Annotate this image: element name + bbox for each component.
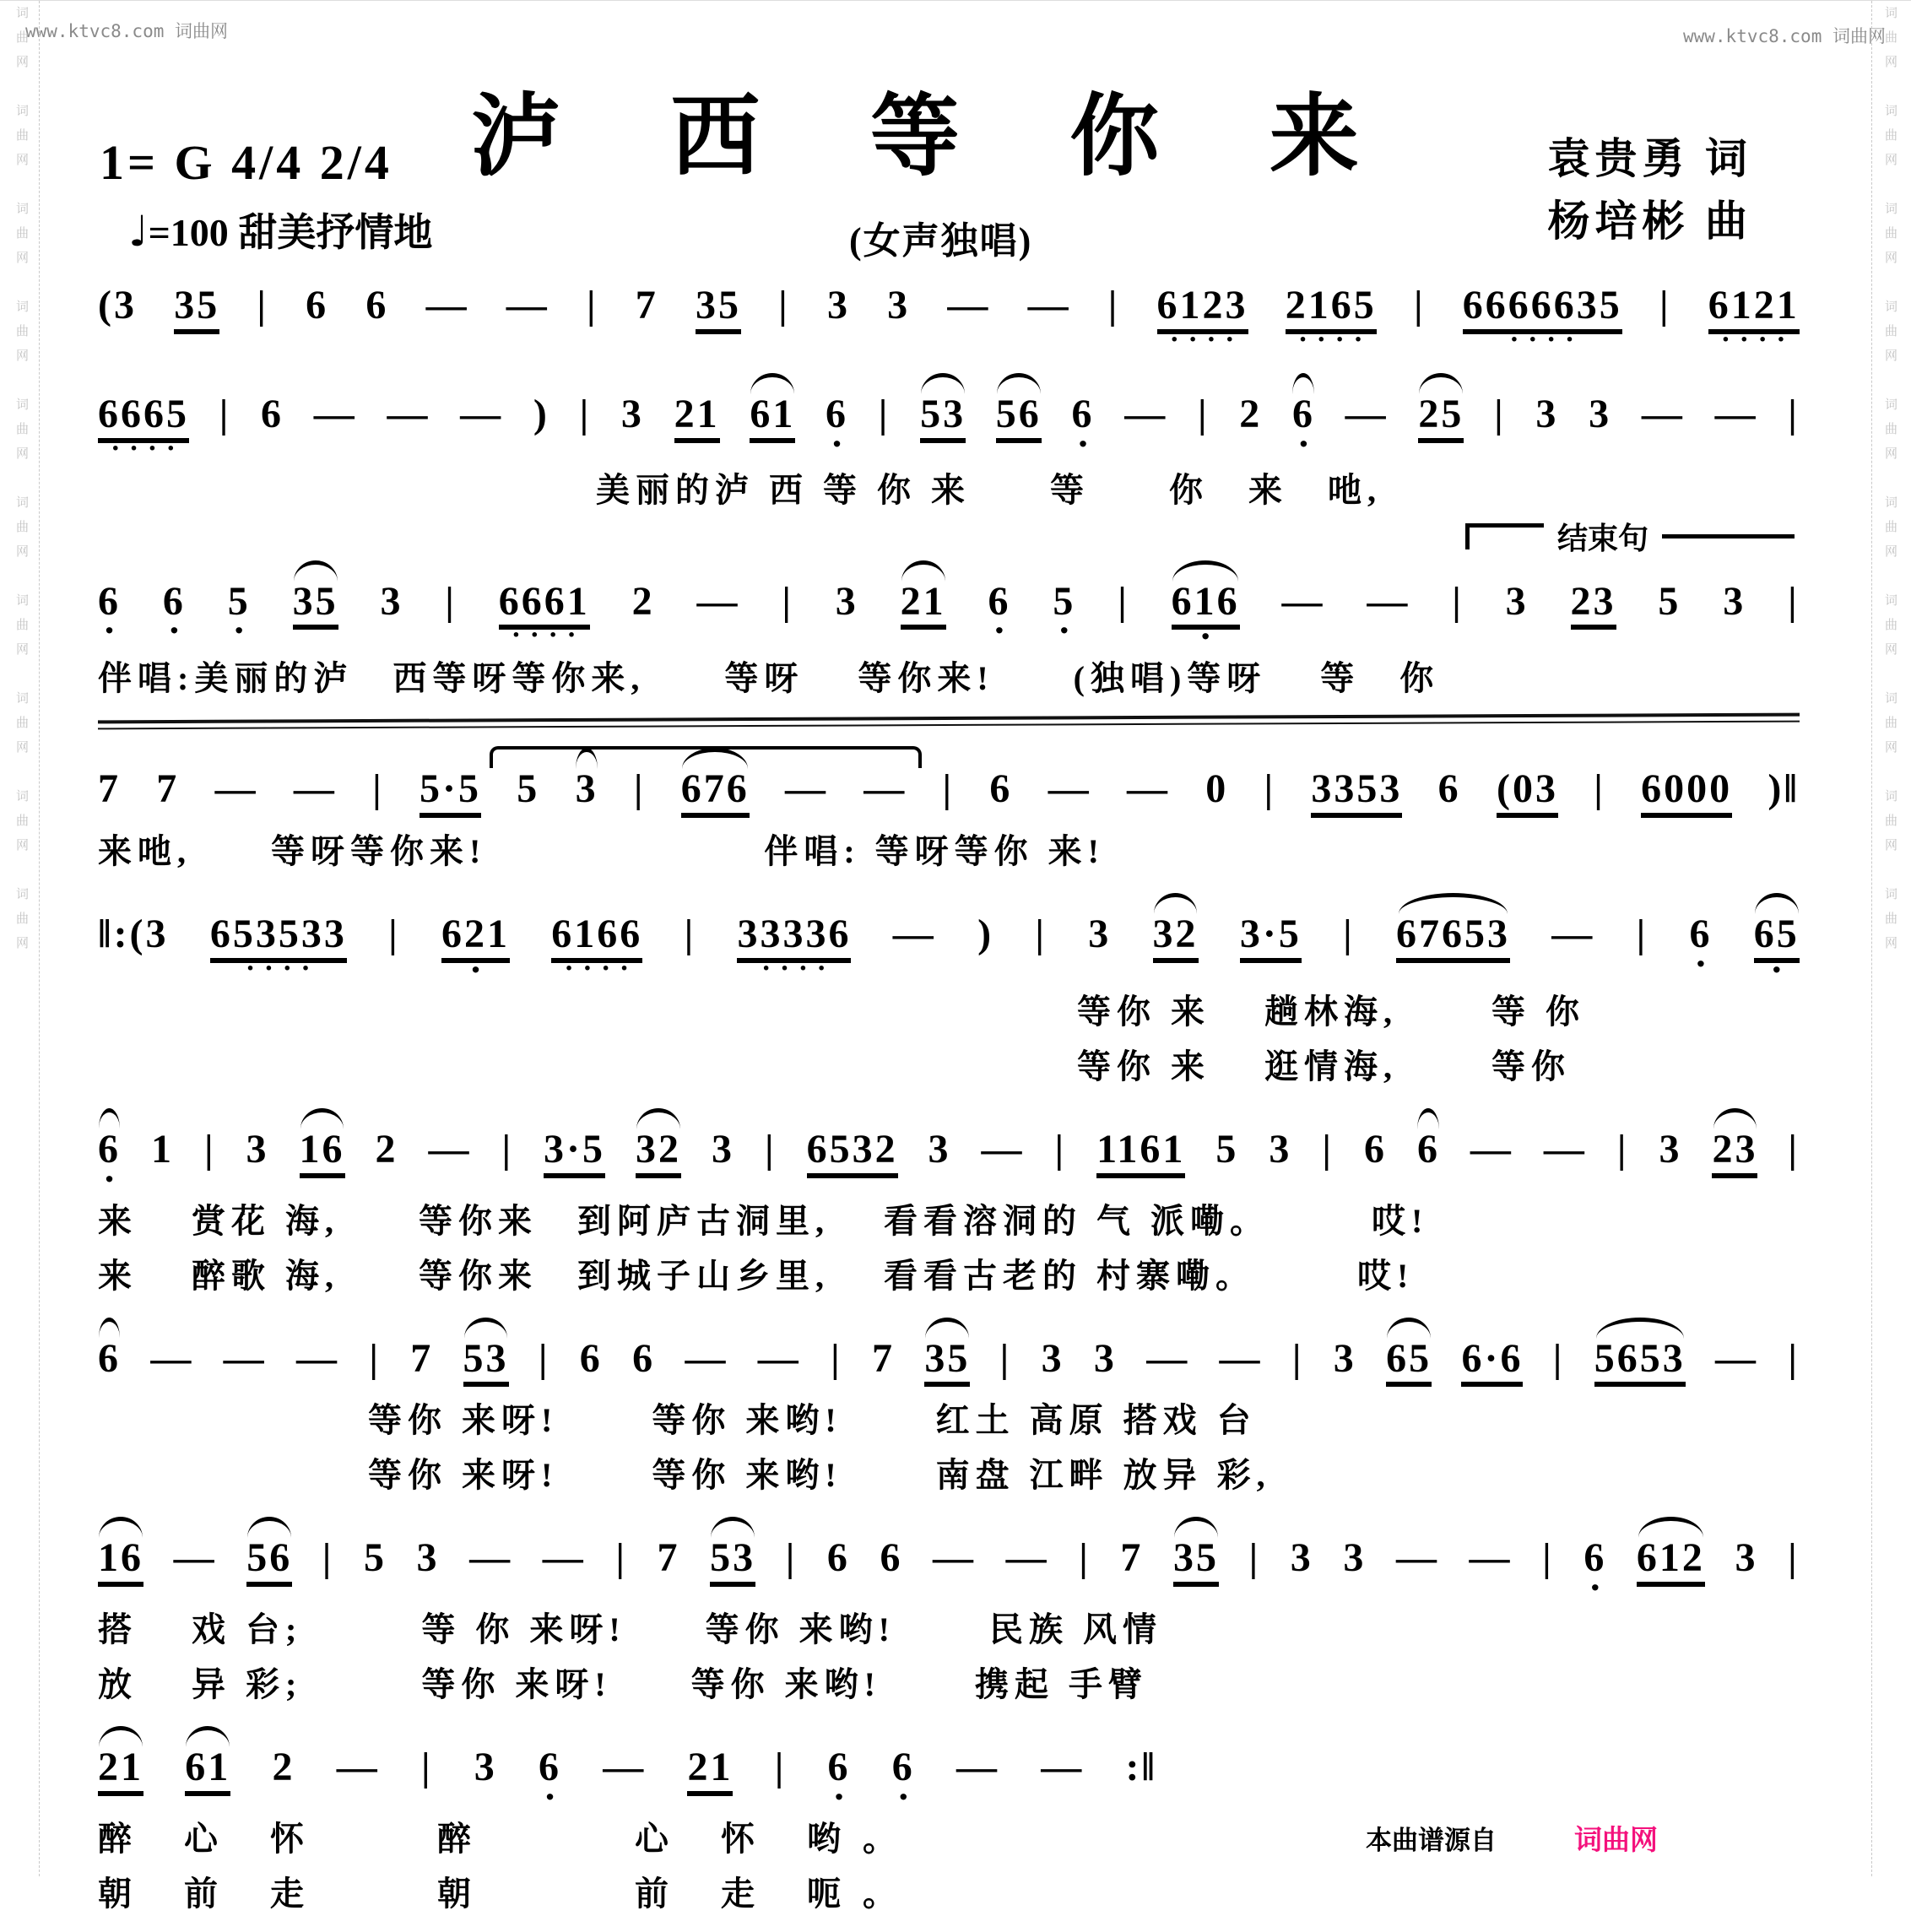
note-cell: — — [1345, 391, 1389, 436]
composer-credit: 杨培彬 曲 — [1547, 198, 1752, 245]
note-cell: | — [1248, 1535, 1261, 1581]
note-cell: — — [1124, 391, 1168, 436]
footer-source-text: 本曲谱源自 — [1366, 1826, 1497, 1855]
system-1 — [98, 261, 1800, 348]
note-cell: — — [1367, 578, 1410, 624]
note-cell: | — [420, 1745, 433, 1789]
note-cell: 6665 · · · · — [98, 392, 189, 457]
note-cell: 3 — [1093, 1335, 1117, 1381]
note-cell: — — [173, 1535, 217, 1581]
note-cell: | — [1322, 1126, 1334, 1172]
note-cell: 6121 · · · · — [1708, 283, 1800, 348]
note-cell: 1 — [150, 1126, 174, 1172]
note-cell: — — [757, 1335, 801, 1381]
ending-phrase-label — [1465, 515, 1795, 558]
note-cell: 53 — [463, 1336, 509, 1388]
system-4 — [98, 744, 1800, 873]
note-cell: — — [1470, 1126, 1513, 1172]
lyric-line: 等你 来 逛情海, 等你 — [1077, 1047, 1571, 1085]
note-cell: — — [1027, 283, 1071, 327]
note-cell: — — [293, 766, 337, 812]
note-cell: )‖ — [1768, 766, 1800, 812]
note-cell: | — [1659, 283, 1671, 327]
note-cell: | — [615, 1535, 627, 1581]
note-cell: — — [313, 391, 357, 436]
note-cell: 3 — [887, 283, 911, 327]
note-cell: 653533 · · · · — [210, 912, 347, 977]
note-cell: | — [1552, 1335, 1565, 1381]
note-cell: | — [1452, 578, 1464, 624]
note-cell: 3 — [826, 283, 850, 327]
note-cell: — — [784, 766, 828, 812]
note-cell: ) — [533, 391, 549, 436]
note-cell: — — [1048, 766, 1091, 812]
note-cell: 3 — [474, 1745, 497, 1789]
note-cell: — — [603, 1745, 647, 1789]
note-cell: 3 — [1535, 391, 1559, 436]
note-cell: 5 — [363, 1535, 387, 1581]
ending-phrase-text: 结束句 — [1557, 521, 1649, 555]
lyric-line: 放 异 彩; 等你 来呀! 等你 来哟! 携起 手臂 — [98, 1665, 1148, 1703]
note-cell: 21 — [901, 579, 946, 630]
note-cell: | — [1788, 391, 1800, 436]
note-cell: 35 — [696, 283, 741, 334]
lyric-line: 等你 来 趟林海, 等 你 — [1077, 992, 1585, 1031]
note-cell: | — [765, 1126, 777, 1172]
note-cell: 6 — [1416, 1126, 1440, 1172]
notation-line-2 — [98, 370, 1800, 457]
note-cell: — — [1005, 1535, 1049, 1581]
footer — [1366, 1818, 1658, 1858]
note-cell: | — [1264, 766, 1276, 812]
system-3 — [98, 521, 1800, 701]
note-cell: — — [696, 578, 740, 624]
note-cell: — — [425, 283, 469, 327]
note-cell: 6 — [1437, 766, 1461, 812]
note-cell: 6 — [880, 1535, 903, 1581]
note-cell: — — [956, 1745, 999, 1789]
note-cell: — — [685, 1335, 728, 1381]
note-cell: — — [1551, 912, 1595, 956]
note-cell: | — [372, 766, 384, 812]
note-cell: — — [1469, 1535, 1513, 1581]
note-cell: 21 — [687, 1745, 733, 1796]
note-cell: 5 — [517, 766, 540, 812]
note-cell: 6 · — [98, 579, 121, 640]
note-cell: — — [1395, 1535, 1439, 1581]
note-cell: 6000 — [1641, 766, 1732, 818]
note-cell: | — [388, 912, 400, 956]
note-cell: — — [1641, 391, 1685, 436]
note-cell: 23 — [1712, 1127, 1757, 1178]
performance-type: (女声独唱) — [848, 220, 1033, 262]
note-cell: 3 — [1269, 1126, 1292, 1172]
note-cell: | — [942, 766, 955, 812]
note-cell: 6166 · · · · — [551, 912, 642, 977]
tempo-marking — [128, 202, 432, 257]
note-cell: | — [1035, 912, 1047, 956]
note-cell: 6 · — [539, 1745, 561, 1805]
note-cell: 3·5 — [544, 1127, 605, 1178]
score-body — [98, 261, 1800, 1932]
note-cell: — — [469, 1535, 513, 1581]
note-cell: 6 · — [1689, 912, 1712, 972]
note-cell: 2 — [375, 1126, 398, 1172]
note-cell: 3 — [1589, 391, 1612, 436]
lyricist-credit: 袁贵勇 词 — [1547, 135, 1752, 182]
note-cell: | — [1343, 912, 1355, 956]
note-cell: ‖:(3 — [98, 912, 169, 956]
lyric-line: 来吔, 等呀等你来! 伴唱: 等呀等你 来! — [98, 832, 1105, 870]
note-cell: — — [428, 1126, 472, 1172]
notation-line-8 — [98, 1513, 1800, 1596]
side-watermark-text-right: 词曲网 词曲网 词曲网 词曲网 词曲网 词曲网 词曲网 词曲网 词曲网 词曲网 — [1883, 6, 1897, 985]
note-cell: | — [1594, 766, 1605, 812]
note-cell: — — [542, 1535, 586, 1581]
note-cell: 6123 · · · · — [1157, 283, 1248, 348]
note-cell: 6 · — [1292, 392, 1315, 452]
note-cell: | — [1788, 578, 1800, 624]
note-cell: 7 — [872, 1335, 895, 1381]
note-cell: 2165 · · · · — [1286, 283, 1377, 348]
note-cell: | — [586, 283, 598, 327]
note-cell: 65 · — [1754, 912, 1800, 978]
note-cell: 32 — [636, 1127, 681, 1178]
note-cell: 7 — [1120, 1535, 1144, 1581]
note-cell: 2 — [1239, 391, 1263, 436]
note-cell: — — [933, 1535, 977, 1581]
note-cell: 5 — [1658, 578, 1681, 624]
note-cell: — — [1714, 391, 1758, 436]
note-cell: 6 — [826, 1535, 850, 1581]
notation-line-6 — [98, 1105, 1800, 1188]
note-cell: | — [1788, 1126, 1800, 1172]
notation-line-5 — [98, 890, 1800, 978]
note-cell: | — [1788, 1335, 1800, 1381]
note-cell: 35 — [1173, 1535, 1219, 1587]
lyric-line: 伴唱:美丽的泸 西等呀等你来, 等呀 等你来! (独唱)等呀 等 你 — [98, 659, 1440, 698]
note-cell: 3 — [1659, 1126, 1682, 1172]
note-cell: 3 — [1041, 1335, 1064, 1381]
notation-line-1 — [98, 261, 1800, 348]
note-cell: | — [1107, 283, 1120, 327]
note-cell: | — [1494, 391, 1506, 436]
note-cell: 65 — [1386, 1336, 1432, 1388]
note-cell: 16 — [98, 1535, 143, 1587]
side-watermark-text-left: 词曲网 词曲网 词曲网 词曲网 词曲网 词曲网 词曲网 词曲网 词曲网 词曲网 — [14, 6, 28, 985]
note-cell: — — [150, 1335, 194, 1381]
note-cell: 3 — [1735, 1535, 1758, 1581]
note-cell: 2 — [631, 578, 655, 624]
system-6 — [98, 1105, 1800, 1297]
note-cell: — — [506, 283, 549, 327]
note-cell: | — [1413, 283, 1426, 327]
note-cell: | — [999, 1335, 1012, 1381]
notation-line-4 — [98, 744, 1800, 818]
note-cell: 3353 — [1311, 766, 1402, 818]
note-cell: 6666635 · · · · — [1463, 283, 1622, 348]
note-cell: 0 — [1205, 766, 1229, 812]
note-cell: — — [1543, 1126, 1587, 1172]
note-cell: 3 — [1723, 578, 1746, 624]
note-cell: 6 · — [826, 392, 848, 452]
note-cell: 3 — [416, 1535, 440, 1581]
note-cell: 7 — [98, 766, 121, 812]
note-cell: | — [1054, 1126, 1067, 1172]
note-cell: 21 — [98, 1745, 143, 1796]
notation-line-7 — [98, 1314, 1800, 1388]
note-cell: 6 — [98, 1335, 121, 1381]
note-cell: 3·5 — [1240, 912, 1302, 963]
note-cell: :‖ — [1125, 1745, 1157, 1789]
system-7 — [98, 1314, 1800, 1497]
lyric-line: 醉 心 怀 醉 心 怀 哟。 — [98, 1819, 918, 1858]
notation-line-9 — [98, 1723, 1157, 1805]
note-cell: | — [369, 1335, 381, 1381]
note-cell: 616 · — [1172, 579, 1240, 646]
quarter-note-icon: ♩ — [128, 207, 149, 256]
note-cell: 6 — [1363, 1126, 1387, 1172]
note-cell: — — [947, 283, 991, 327]
note-cell: 3 — [1290, 1535, 1313, 1581]
note-cell: 6532 — [807, 1127, 898, 1178]
system-5 — [98, 890, 1800, 1088]
note-cell: 53 — [920, 392, 966, 443]
note-cell: | — [785, 1535, 798, 1581]
note-cell: — — [223, 1335, 267, 1381]
note-cell: 6 — [306, 283, 329, 327]
lyric-line: 等你 来呀! 等你 来哟! 红土 高原 搭戏 台 — [368, 1401, 1257, 1440]
note-cell: 3 — [835, 578, 858, 624]
note-cell: 6 · — [1583, 1535, 1606, 1596]
note-cell: | — [1788, 1535, 1800, 1581]
system-8 — [98, 1513, 1800, 1706]
lyric-line: 朝 前 走 朝 前 走 呃。 — [98, 1874, 918, 1913]
note-cell: | — [684, 912, 696, 956]
note-cell: | — [1079, 1535, 1091, 1581]
note-cell: | — [579, 391, 592, 436]
system-2 — [98, 370, 1800, 511]
credits — [1548, 127, 1753, 252]
note-cell: 5·5 — [420, 766, 481, 818]
note-cell: — — [460, 391, 504, 436]
note-cell: 6 · — [98, 1127, 121, 1188]
note-cell: 612 — [1637, 1535, 1705, 1587]
note-cell: 6 — [365, 283, 389, 327]
note-cell: | — [445, 578, 457, 624]
lyric-line: 美丽的泸 西 等 你 来 等 你 来 吔, — [596, 470, 1382, 509]
note-cell: 3 — [712, 1126, 735, 1172]
note-cell: | — [1542, 1535, 1554, 1581]
note-cell: 3 — [1343, 1535, 1367, 1581]
note-cell: 33336 · · · · — [737, 912, 851, 977]
note-cell: 6 · — [892, 1745, 915, 1805]
note-cell: 32 — [1153, 912, 1199, 963]
watermark-top-right: www.ktvc8.com 词曲网 — [1682, 26, 1886, 46]
note-cell: — — [295, 1335, 339, 1381]
note-cell: 3 — [575, 766, 598, 812]
note-cell: 35 — [174, 283, 219, 334]
note-cell: 6 — [579, 1335, 603, 1381]
note-cell: 6661 · · · · — [499, 579, 590, 644]
note-cell: — — [1715, 1335, 1759, 1381]
note-cell: | — [774, 1745, 787, 1789]
note-cell: 3 — [1333, 1335, 1356, 1381]
note-cell: 6 · — [828, 1745, 851, 1805]
note-cell: | — [633, 766, 646, 812]
lyric-line: 来 醉歌 海, 等你来 到城子山乡里, 看看古老的 村寨嘞。 哎! — [98, 1256, 1415, 1295]
note-cell: (03 — [1497, 766, 1558, 818]
side-watermark-rail-left — [0, 1, 40, 1876]
note-cell: 3 — [1088, 912, 1112, 956]
note-cell: 6·6 — [1461, 1336, 1523, 1388]
note-cell: 53 — [710, 1535, 755, 1587]
note-cell: 67653 — [1396, 912, 1510, 963]
note-cell: | — [778, 283, 790, 327]
note-cell: 3 — [246, 1126, 269, 1172]
note-cell: 1161 — [1096, 1127, 1185, 1178]
note-cell: 5653 — [1594, 1336, 1686, 1388]
note-cell: 56 — [246, 1535, 292, 1587]
note-cell: 5 · — [228, 579, 251, 640]
note-cell: — — [1281, 578, 1325, 624]
note-cell: 35 — [924, 1336, 970, 1388]
section-separator-line — [98, 713, 1800, 730]
note-cell: 6 · — [163, 579, 186, 640]
note-cell: — — [1126, 766, 1170, 812]
note-cell: | — [782, 578, 793, 624]
lyric-line: 搭 戏 台; 等 你 来呀! 等你 来哟! 民族 风情 — [98, 1610, 1162, 1648]
note-cell: 21 — [674, 392, 720, 443]
note-cell: 7 — [635, 283, 658, 327]
note-cell: 7 — [156, 766, 180, 812]
note-cell: | — [501, 1126, 514, 1172]
note-cell: | — [219, 391, 231, 436]
lyric-line: 等你 来呀! 等你 来哟! 南盘 江畔 放异 彩, — [368, 1456, 1271, 1495]
note-cell: — — [981, 1126, 1025, 1172]
note-cell: 3 — [1505, 578, 1529, 624]
note-cell: — — [1219, 1335, 1263, 1381]
note-cell: | — [1616, 1126, 1629, 1172]
note-cell: 7 — [410, 1335, 434, 1381]
note-cell: — — [336, 1745, 380, 1789]
song-title: 泸 西 等 你 来 — [470, 88, 1403, 187]
note-cell: 16 — [300, 1127, 345, 1178]
note-cell: 3 — [380, 578, 403, 624]
note-cell: | — [1197, 391, 1210, 436]
note-cell: | — [831, 1335, 842, 1381]
note-cell: 6 — [261, 391, 284, 436]
note-cell: | — [257, 283, 268, 327]
note-cell: (3 — [98, 283, 137, 327]
watermark-top-left: www.ktvc8.com 词曲网 — [25, 21, 229, 41]
note-cell: | — [538, 1335, 550, 1381]
note-cell: — — [387, 391, 430, 436]
expression-text: 甜美抒情地 — [238, 211, 433, 254]
note-cell: 56 — [996, 392, 1042, 443]
footer-site-name: 词曲网 — [1574, 1824, 1658, 1855]
note-cell: 6 · — [988, 579, 1010, 640]
note-cell: 3 — [620, 391, 644, 436]
note-cell: — — [863, 766, 907, 812]
note-cell: 61 — [185, 1745, 230, 1796]
notation-line-3 — [98, 557, 1800, 646]
note-cell: 6 · — [1072, 392, 1095, 452]
side-watermark-rail-right — [1871, 1, 1911, 1876]
note-cell: 6 — [989, 766, 1013, 812]
note-cell: | — [1636, 912, 1648, 956]
note-cell: | — [1291, 1335, 1304, 1381]
note-cell: 35 — [293, 579, 338, 630]
note-cell: | — [203, 1126, 216, 1172]
note-cell: 7 — [657, 1535, 680, 1581]
note-cell: | — [1118, 578, 1129, 624]
note-cell: 2 — [272, 1745, 295, 1789]
note-cell: 5 · — [1053, 579, 1075, 640]
note-cell: — — [1041, 1745, 1085, 1789]
tempo-value: =100 — [148, 211, 229, 254]
lyric-line: 来 赏花 海, 等你来 到阿庐古洞里, 看看溶洞的 气 派嘞。 哎! — [98, 1201, 1429, 1240]
note-cell: | — [878, 391, 891, 436]
note-cell: — — [1146, 1335, 1190, 1381]
note-cell: 61 — [750, 392, 795, 443]
note-cell: 5 — [1215, 1126, 1239, 1172]
note-cell: 6 — [632, 1335, 656, 1381]
note-cell: 621 · — [441, 912, 510, 978]
key-signature: 1= G 4/4 2/4 — [100, 135, 392, 190]
note-cell: — — [892, 912, 936, 956]
note-cell: ) — [977, 912, 994, 956]
note-cell: 23 — [1571, 579, 1616, 630]
note-cell: 676 — [681, 766, 750, 818]
note-cell: 25 — [1418, 392, 1464, 443]
note-cell: 3 — [928, 1126, 951, 1172]
note-cell: — — [214, 766, 258, 812]
note-cell: | — [322, 1535, 334, 1581]
